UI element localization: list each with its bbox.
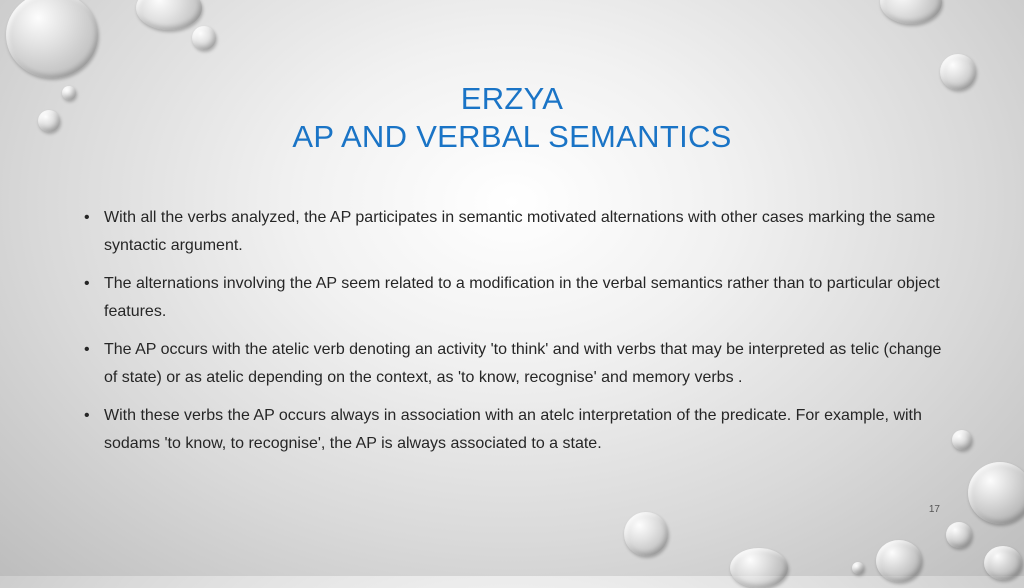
bullet-list xyxy=(82,204,952,468)
water-droplet-decoration xyxy=(136,0,202,30)
slide-title xyxy=(0,80,1024,156)
bullet-item xyxy=(82,204,952,260)
bullet-item xyxy=(82,270,952,326)
bullet-icon: • xyxy=(84,407,90,424)
bullet-text: With all the verbs analyzed, the AP participates in semantic motivated alternations with other cases marking the same syntactic argument. xyxy=(104,209,936,254)
bullet-text: The alternations involving the AP seem related to a modification in the verbal semantics rather than to particular object features. xyxy=(104,275,940,320)
water-droplet-decoration xyxy=(880,0,942,24)
bullet-text: With these verbs the AP occurs always in association with an atelc interpretation of the predicate. For example, with sodams 'to know, to recognise', the AP is always associated to a state. xyxy=(104,407,922,452)
bullet-icon: • xyxy=(84,341,90,358)
water-droplet-decoration xyxy=(984,546,1022,580)
bullet-icon: • xyxy=(84,209,90,226)
water-droplet-decoration xyxy=(952,430,972,450)
bullet-icon: • xyxy=(84,275,90,292)
slide-title-line-2: AP AND VERBAL SEMANTICS xyxy=(292,119,732,154)
water-droplet-decoration xyxy=(6,0,98,78)
water-droplet-decoration xyxy=(624,512,668,556)
water-droplet-decoration xyxy=(730,548,788,588)
bullet-text: The AP occurs with the atelic verb denoting an activity 'to think' and with verbs that may be interpreted as telic (change of state) or as atelic depending on the context, as 'to know, recognise' and memory verbs . xyxy=(104,341,942,386)
bullet-item xyxy=(82,402,952,458)
water-droplet-decoration xyxy=(946,522,972,548)
water-droplet-decoration xyxy=(192,26,216,50)
page-number: 17 xyxy=(928,504,940,515)
slide-title-line-1: ERZYA xyxy=(460,81,564,116)
water-droplet-decoration xyxy=(968,462,1024,524)
water-droplet-decoration xyxy=(852,562,864,574)
bullet-item xyxy=(82,336,952,392)
